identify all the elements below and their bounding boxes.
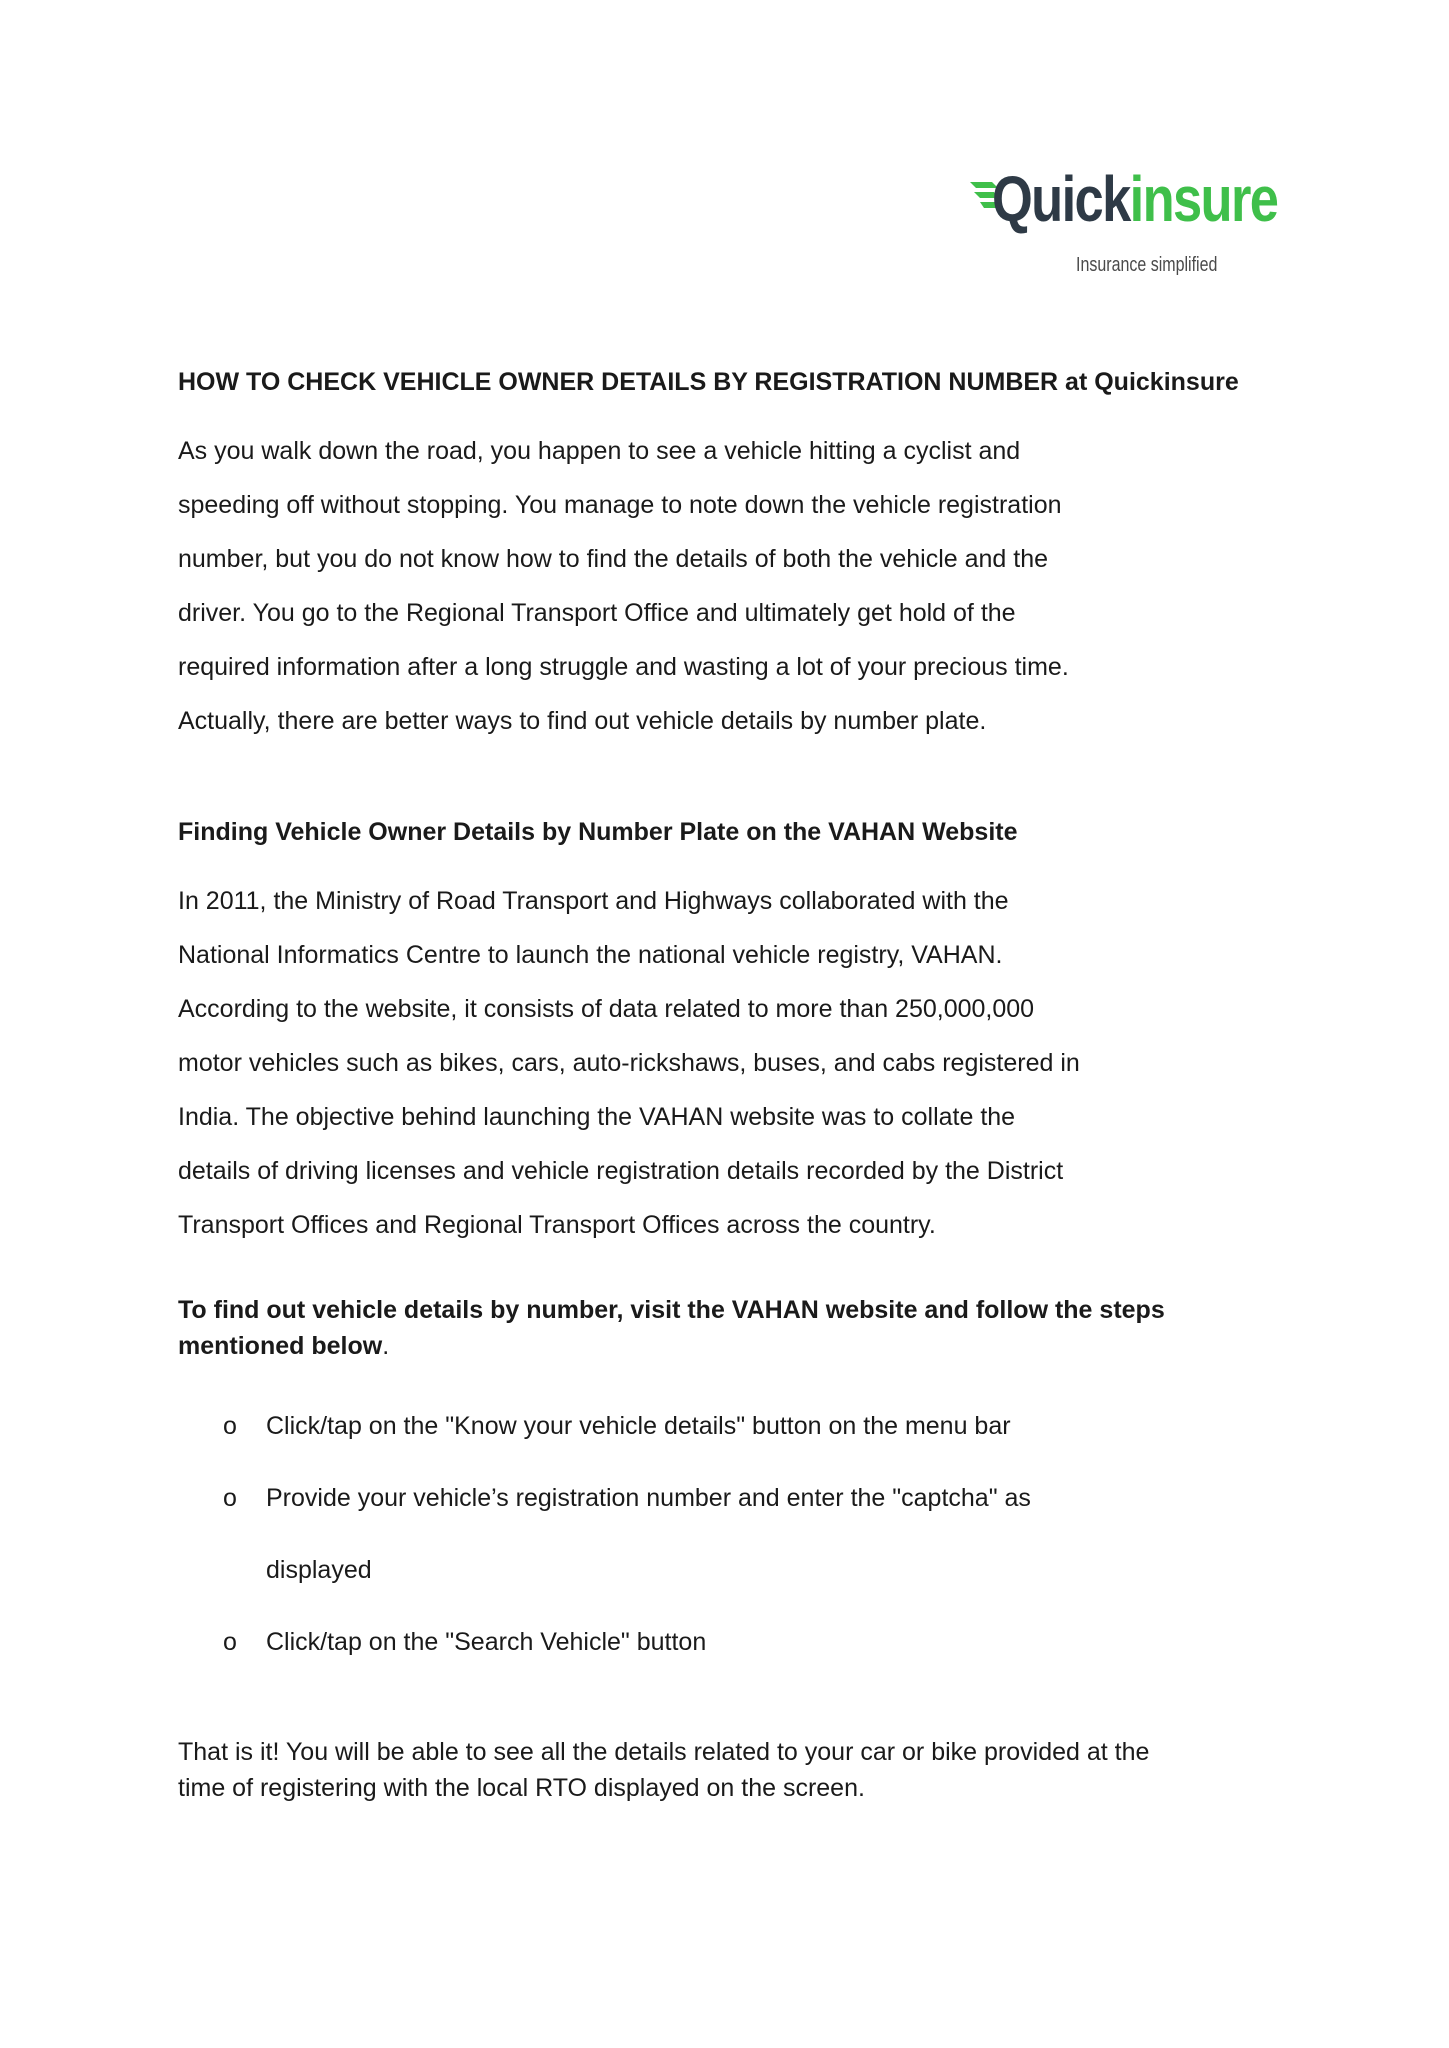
list-item (178, 1606, 1266, 1678)
document-title: HOW TO CHECK VEHICLE OWNER DETAILS BY REGISTRATION NUMBER at Quickinsure (178, 368, 1239, 396)
steps-list (178, 1390, 1298, 1678)
closing-paragraph: That is it! You will be able to see all the details related to your car or bike provided at the time of registering with the local RTO displayed on the screen. (178, 1738, 1150, 1802)
intro-line: Actually, there are better ways to find out vehicle details by number plate. (178, 707, 987, 735)
logo-word-insure: insure (1129, 163, 1278, 235)
steps-heading-text: To find out vehicle details by number, visit the VAHAN website and follow the steps mentioned below (178, 1296, 1165, 1360)
bullet-icon: o (223, 1412, 237, 1440)
section-paragraph (178, 874, 1298, 1252)
section-line: India. The objective behind launching the VAHAN website was to collate the (178, 1103, 1016, 1131)
section-line: In 2011, the Ministry of Road Transport and Highways collaborated with the (178, 887, 1009, 915)
section-line: Transport Offices and Regional Transport Offices across the country. (178, 1211, 936, 1239)
section-line: motor vehicles such as bikes, cars, auto-rickshaws, buses, and cabs registered in (178, 1049, 1080, 1077)
intro-line: required information after a long struggle and wasting a lot of your precious time. (178, 653, 1069, 681)
step-text: displayed (266, 1556, 372, 1584)
section-line: According to the website, it consists of data related to more than 250,000,000 (178, 995, 1035, 1023)
bullet-icon: o (223, 1484, 237, 1512)
document-body (178, 362, 1298, 1806)
list-item-continuation (178, 1534, 1266, 1606)
list-item (178, 1462, 1266, 1534)
section-heading: Finding Vehicle Owner Details by Number Plate on the VAHAN Website (178, 818, 1018, 846)
logo-word-quick: Quick (992, 163, 1130, 235)
quickinsure-logo (970, 163, 1278, 290)
intro-line: driver. You go to the Regional Transport Office and ultimately get hold of the (178, 599, 1016, 627)
step-text: Click/tap on the "Know your vehicle details" button on the menu bar (266, 1412, 1011, 1440)
steps-heading (178, 1292, 1198, 1364)
intro-line: number, but you do not know how to find the details of both the vehicle and the (178, 545, 1049, 573)
steps-heading-period: . (382, 1332, 390, 1360)
step-text: Provide your vehicle’s registration number and enter the "captcha" as (266, 1484, 1031, 1512)
logo-tagline: Insurance simplified (1076, 254, 1218, 276)
step-text: Click/tap on the "Search Vehicle" button (266, 1628, 707, 1656)
section-line: details of driving licenses and vehicle registration details recorded by the District (178, 1157, 1064, 1185)
bullet-icon: o (223, 1628, 237, 1656)
logo-wordmark (992, 162, 1277, 236)
intro-line: As you walk down the road, you happen to see a vehicle hitting a cyclist and (178, 437, 1021, 465)
intro-line: speeding off without stopping. You manage to note down the vehicle registration (178, 491, 1062, 519)
section-line: National Informatics Centre to launch the national vehicle registry, VAHAN. (178, 941, 1003, 969)
intro-paragraph (178, 424, 1298, 748)
list-item (178, 1390, 1266, 1462)
